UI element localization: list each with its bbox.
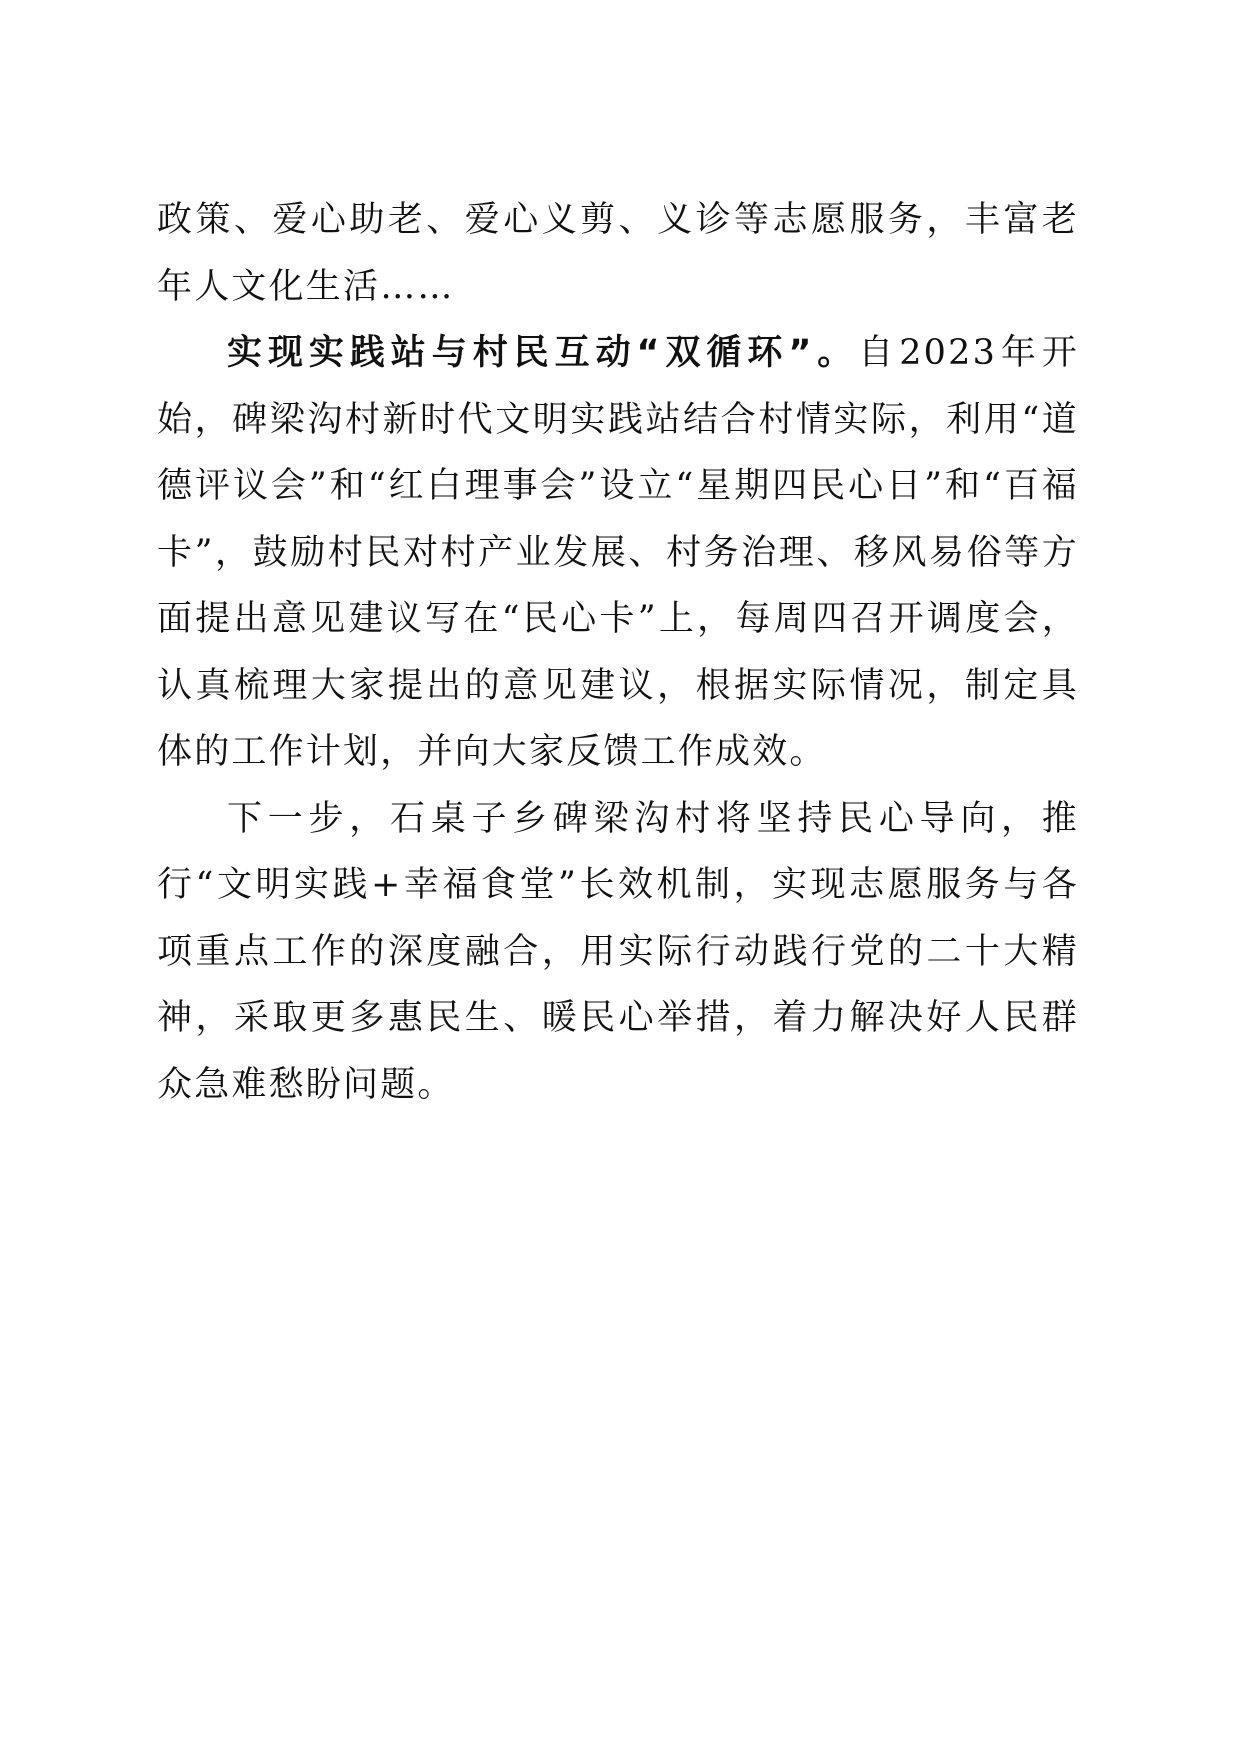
paragraph-heading-bold: 实现实践站与村民互动“双循环”。 <box>227 333 859 373</box>
paragraph-text: 政策、爱心助老、爱心义剪、义诊等志愿服务，丰富老年人文化生活…… <box>157 200 1079 307</box>
paragraph-text: 下一步，石桌子乡碑梁沟村将坚持民心导向，推行“文明实践+幸福食堂”长效机制，实现志愿服务与各项重点工作的深度融合，用实际行动践行党的二十大精神，采取更多惠民生、暖民心举措，着力解决好人民群众急难愁盼问题。 <box>157 798 1079 1105</box>
document-body <box>157 187 1079 1118</box>
paragraph-continuation <box>157 187 1079 320</box>
paragraph-double-cycle <box>157 320 1079 786</box>
paragraph-next-step <box>157 786 1079 1119</box>
paragraph-text: 自2023年开始，碑梁沟村新时代文明实践站结合村情实际，利用“道德评议会”和“红白理事会”设立“星期四民心日”和“百福卡”，鼓励村民对村产业发展、村务治理、移风易俗等方面提出意见建议写在“民心卡”上，每周四召开调度会，认真梳理大家提出的意见建议，根据实际情况，制定具体的工作计划，并向大家反馈工作成效。 <box>157 333 1079 772</box>
